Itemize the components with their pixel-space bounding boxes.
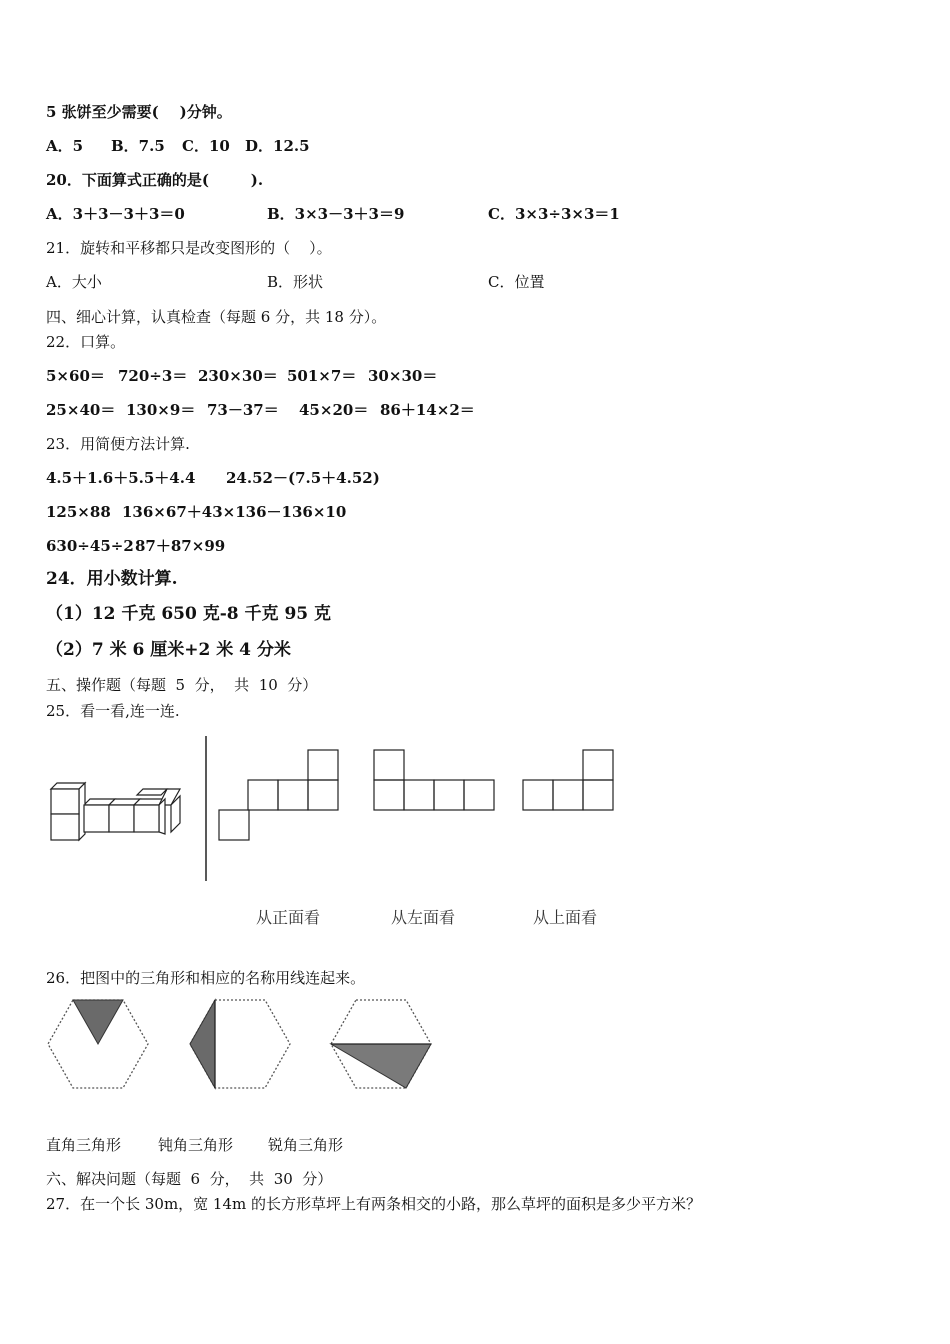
q19-stem-tail: 5 张饼至少需要( )分钟。 [46, 103, 232, 121]
section-6-heading: 六、解决问题（每题 6 分， 共 30 分） [46, 1170, 333, 1188]
q24-item-2: （2）7 米 6 厘米+2 米 4 分米 [46, 640, 291, 660]
q27-stem: 27．在一个长 30m，宽 14m 的长方形草坪上有两条相交的小路，那么草坪的面积是多少平方米？ [46, 1195, 702, 1213]
q19-option-c[interactable]: C．10 [182, 137, 230, 155]
hexagon-triangle-3[interactable] [329, 998, 433, 1090]
q20-option-c[interactable]: C．3×3÷3×3＝1 [488, 205, 620, 223]
q23-item: 87＋87×99 [135, 537, 226, 555]
q23-item: 4.5＋1.6＋5.5＋4.4 [46, 469, 196, 487]
hexagon-triangle-2[interactable] [188, 998, 292, 1090]
q22-item: 25×40＝ [46, 401, 116, 419]
q21-option-c[interactable]: C．位置 [488, 273, 545, 291]
triangle-name-right[interactable]: 直角三角形 [46, 1136, 122, 1154]
triangle-name-acute[interactable]: 锐角三角形 [268, 1136, 344, 1154]
q22-item: 73－37＝ [207, 401, 279, 419]
q19-option-a[interactable]: A．5 [46, 137, 84, 155]
cube-stack-figure [46, 775, 186, 845]
label-front-view[interactable]: 从正面看 [256, 908, 321, 927]
q23-item: 136×67＋43×136－136×10 [122, 503, 347, 521]
q21-stem: 21．旋转和平移都只是改变图形的（ ）。 [46, 239, 332, 257]
q24-item-1: （1）12 千克 650 克-8 千克 95 克 [46, 604, 332, 624]
q22-item: 720÷3＝ [118, 367, 188, 385]
q23-stem: 23．用简便方法计算. [46, 435, 190, 453]
q22-item: 45×20＝ [299, 401, 369, 419]
q20-option-b[interactable]: B．3×3－3＋3＝9 [267, 205, 405, 223]
q25-stem: 25．看一看,连一连. [46, 702, 180, 720]
q20-stem: 20．下面算式正确的是( ). [46, 171, 264, 189]
q19-option-d[interactable]: D．12.5 [245, 137, 310, 155]
view-figure-2[interactable] [372, 749, 498, 813]
q22-item: 5×60＝ [46, 367, 105, 385]
q21-option-b[interactable]: B．形状 [267, 273, 324, 291]
view-figure-1[interactable] [218, 749, 342, 843]
q22-item: 30×30＝ [368, 367, 438, 385]
q22-item: 501×7＝ [287, 367, 357, 385]
q23-item: 630÷45÷2 [46, 537, 134, 555]
q21-option-a[interactable]: A．大小 [46, 273, 102, 291]
triangle-name-obtuse[interactable]: 钝角三角形 [158, 1136, 234, 1154]
label-left-view[interactable]: 从左面看 [391, 908, 456, 927]
q19-option-b[interactable]: B．7.5 [111, 137, 165, 155]
section-4-heading: 四、细心计算，认真检查（每题 6 分，共 18 分）。 [46, 308, 387, 326]
q20-option-a[interactable]: A．3＋3－3＋3＝0 [46, 205, 185, 223]
q22-stem: 22．口算。 [46, 333, 126, 351]
q24-stem: 24．用小数计算. [46, 569, 178, 589]
q26-stem: 26．把图中的三角形和相应的名称用线连起来。 [46, 969, 366, 987]
q22-item: 130×9＝ [126, 401, 196, 419]
hexagon-triangle-1[interactable] [46, 998, 150, 1090]
label-top-view[interactable]: 从上面看 [533, 908, 598, 927]
q23-item: 125×88 [46, 503, 111, 521]
q23-item: 24.52－(7.5＋4.52) [226, 469, 380, 487]
section-5-heading: 五、操作题（每题 5 分， 共 10 分） [46, 676, 318, 694]
divider-line [204, 736, 208, 881]
q22-item: 86＋14×2＝ [380, 401, 475, 419]
q22-item: 230×30＝ [198, 367, 278, 385]
view-figure-3[interactable] [521, 749, 617, 813]
